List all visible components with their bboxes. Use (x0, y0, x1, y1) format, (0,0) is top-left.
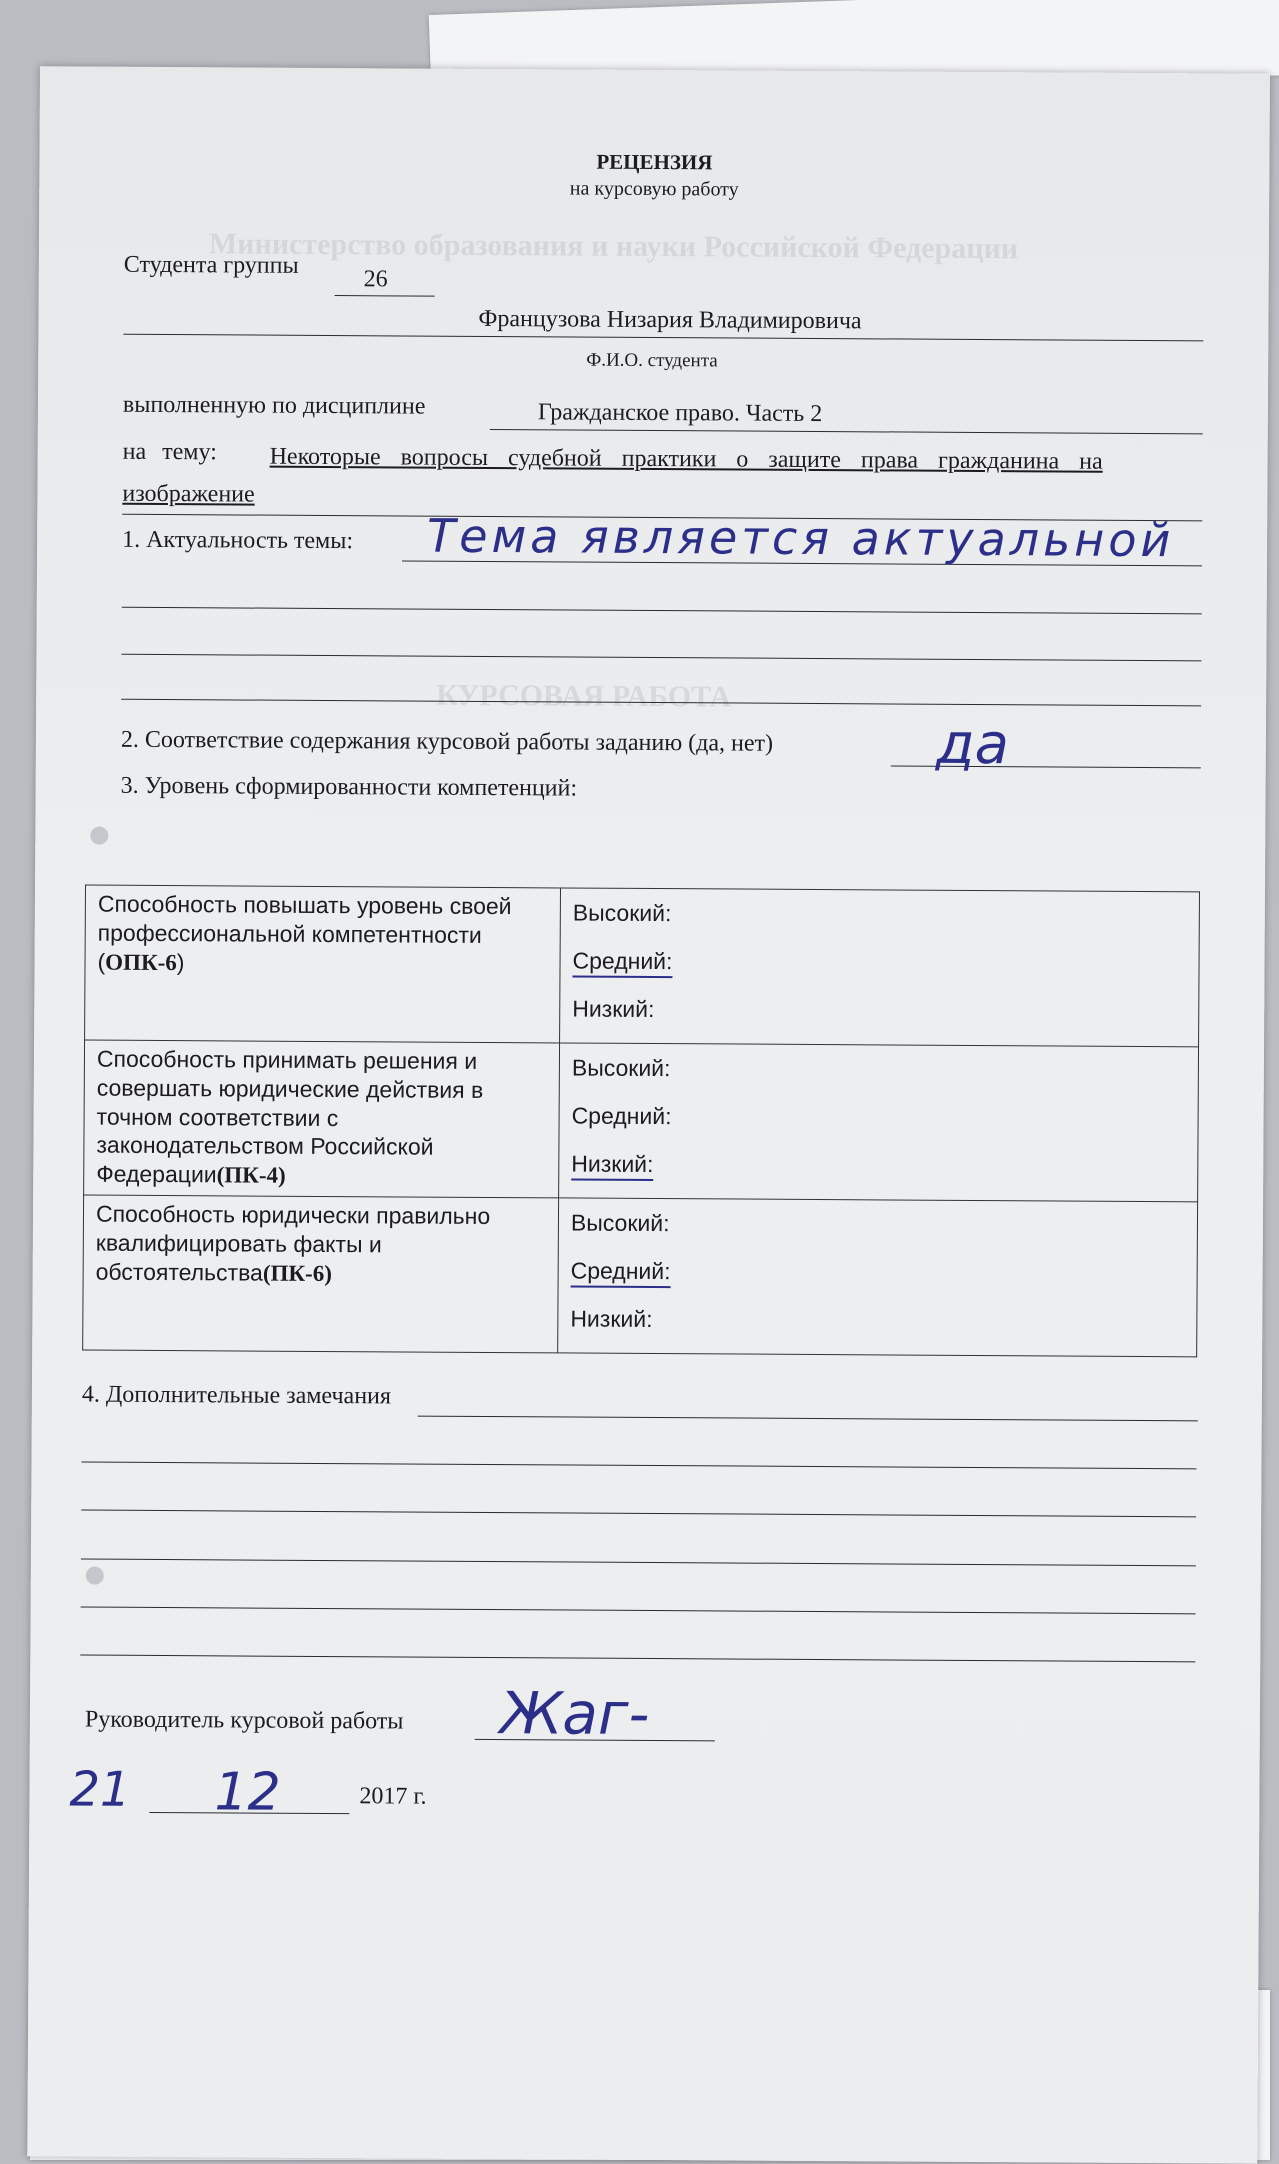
discipline-underline (490, 429, 1203, 434)
remarks-underline (418, 1416, 1198, 1422)
competence-text: Способность принимать решения и совершать юридические действия в точном соответствии с законодательством Российской Федерации (96, 1046, 483, 1188)
student-name: Французова Низария Владимировича (478, 306, 861, 335)
level-option-selected: Средний: (572, 946, 672, 979)
competence-code: (ПК-6) (263, 1260, 332, 1285)
level-row (573, 895, 1187, 947)
supervisor-signature: Жаг- (500, 1679, 650, 1748)
blank-line (81, 1462, 1196, 1470)
show-through: КУРСОВАЯ РАБОТА (436, 679, 731, 715)
level-option-selected: Средний: (571, 1256, 671, 1289)
level-option: Высокий: (572, 1055, 671, 1082)
level-row (571, 1146, 1185, 1198)
level-row (572, 943, 1186, 995)
conformity-handwritten: да (936, 712, 1009, 777)
name-caption: Ф.И.О. студента (586, 350, 718, 373)
competence-code: (ПК-4) (217, 1162, 286, 1187)
level-row (570, 1301, 1184, 1353)
actuality-handwritten: Тема является актуальной (427, 509, 1175, 568)
topic-line-1: Некоторые вопросы судебной практики о защите права гражданина на (270, 444, 1103, 476)
competence-code: ОПК-6 (105, 949, 177, 974)
blank-line (81, 1607, 1196, 1615)
competence-description (85, 885, 561, 1043)
competence-text: Способность повышать уровень своей профессиональной компетентности ( (97, 891, 511, 975)
competence-code-suffix: ) (177, 949, 185, 975)
blank-line (121, 654, 1201, 662)
document-title: РЕЦЕНЗИЯ (39, 146, 1269, 179)
competence-levels (558, 1198, 1198, 1357)
discipline-value: Гражданское право. Часть 2 (538, 399, 823, 428)
date-month-handwritten: 12 (214, 1762, 281, 1822)
group-label: Студента группы (124, 252, 299, 280)
level-row (570, 1253, 1184, 1305)
show-through: Министерство образования и науки Российской Федерации (209, 227, 1018, 266)
actuality-label: 1. Актуальность темы: (122, 527, 353, 555)
topic-label: на тему: (123, 439, 217, 467)
blank-line (80, 1655, 1195, 1663)
discipline-label: выполненную по дисциплине (123, 392, 426, 421)
competence-table (82, 885, 1200, 1358)
competence-levels (559, 1043, 1199, 1202)
blank-line (122, 607, 1202, 615)
competence-label: 3. Уровень сформированности компетенций: (121, 773, 578, 803)
competence-row (85, 885, 1200, 1047)
review-sheet (27, 66, 1270, 2163)
level-row (571, 1205, 1185, 1257)
competence-row (84, 1040, 1199, 1202)
level-row (571, 1098, 1185, 1150)
competence-description (84, 1040, 560, 1198)
blank-line (81, 1559, 1196, 1567)
conformity-label: 2. Соответствие содержания курсовой работы заданию (да, нет) (121, 727, 773, 758)
document-subtitle: на курсовую работу (39, 174, 1269, 205)
topic-line-2: изображение (122, 481, 254, 509)
level-option: Низкий: (572, 996, 654, 1023)
group-value: 26 (364, 266, 388, 293)
group-underline (335, 295, 435, 297)
supervisor-label: Руководитель курсовой работы (85, 1707, 404, 1736)
date-year: 2017 г. (359, 1783, 426, 1810)
name-underline (123, 334, 1203, 342)
level-row (572, 991, 1186, 1043)
blank-line (81, 1510, 1196, 1518)
competence-text: Способность юридически правильно квалифицировать факты и обстоятельства (96, 1201, 491, 1286)
level-option: Средний: (572, 1103, 672, 1130)
date-day-handwritten: 21 (69, 1761, 130, 1817)
punch-hole (86, 1567, 104, 1585)
level-row (572, 1050, 1186, 1102)
competence-row (83, 1195, 1198, 1357)
punch-hole (90, 827, 108, 845)
competence-levels (560, 888, 1200, 1047)
level-option: Высокий: (571, 1210, 670, 1237)
level-option: Низкий: (570, 1306, 652, 1333)
competence-description (83, 1195, 559, 1353)
level-option: Высокий: (573, 900, 672, 927)
remarks-label: 4. Дополнительные замечания (82, 1382, 391, 1411)
level-option-selected: Низкий: (571, 1149, 653, 1182)
